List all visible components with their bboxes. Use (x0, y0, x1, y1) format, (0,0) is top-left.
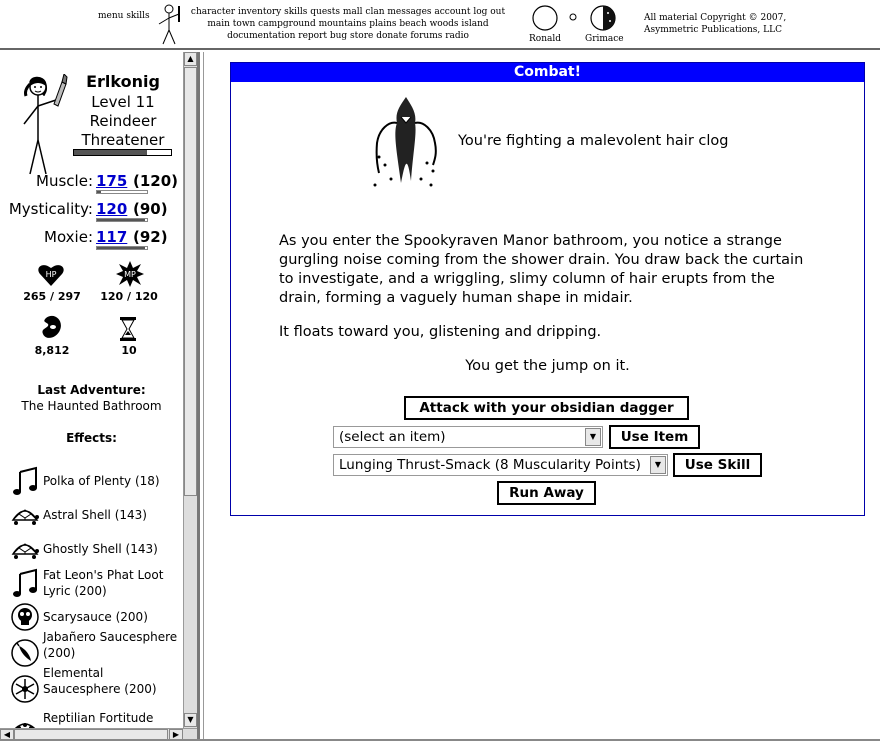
attack-button[interactable]: Attack with your obsidian dagger (404, 396, 689, 420)
meat-icon (40, 314, 64, 342)
effect-name: Polka of Plenty (18) (43, 474, 160, 488)
scroll-down-arrow-icon[interactable]: ▼ (184, 713, 197, 727)
character-class-line-1: Reindeer (89, 112, 157, 130)
main-pane (203, 52, 880, 741)
stat-moxie-bar (96, 246, 148, 250)
stat-muscle-bar-fill (97, 191, 101, 193)
stat-moxie-label: Moxie: (44, 228, 93, 246)
chevron-down-icon[interactable]: ▼ (650, 456, 666, 474)
effect-name: Fat Leon's Phat Loot Lyric (200) (43, 568, 164, 598)
stat-mysticality-value[interactable]: 120 (96, 200, 128, 218)
mp-value: 120 / 120 (100, 290, 158, 303)
stat-mysticality-bar (96, 218, 148, 222)
stat-mysticality-base: (90) (133, 200, 168, 218)
effect-name: Scarysauce (200) (43, 610, 148, 624)
last-adventure-link[interactable]: The Haunted Bathroom (21, 399, 162, 413)
copyright-line-1: All material Copyright © 2007, (644, 13, 787, 23)
hp-value: 265 / 297 (23, 290, 81, 303)
effect-item[interactable] (8, 464, 183, 498)
hp-icon-label: HP (45, 270, 57, 279)
character-class-line-2: Threatener (81, 131, 165, 149)
last-adventure-title: Last Adventure: (37, 383, 146, 397)
effect-item[interactable] (8, 566, 183, 600)
chevron-down-icon[interactable]: ▼ (585, 428, 601, 446)
use-item-button[interactable]: Use Item (609, 425, 700, 449)
scroll-up-arrow-icon[interactable]: ▲ (184, 52, 197, 66)
stat-moxie-bar-fill (97, 247, 145, 249)
stat-moxie-value[interactable]: 117 (96, 228, 128, 246)
effect-item[interactable] (8, 532, 183, 566)
effect-item[interactable] (8, 666, 183, 706)
turtle-shell-icon (10, 534, 40, 564)
menu-skills-links[interactable]: menu skills (98, 11, 150, 21)
character-pane (0, 52, 200, 741)
stat-mysticality-bar-fill (97, 219, 145, 221)
run-away-button[interactable]: Run Away (497, 481, 596, 505)
mp-icon-label: MP (124, 270, 136, 279)
music-note-icon (10, 568, 40, 598)
pepper-sphere-icon (10, 638, 40, 668)
adventures-value: 10 (121, 344, 137, 357)
character-name[interactable]: Erlkonig (86, 72, 160, 91)
skill-select[interactable] (333, 454, 668, 476)
effect-name: Elemental Saucesphere (200) (43, 666, 157, 696)
combat-intro-text: As you enter the Spookyraven Manor bathroom, you notice a strange gurgling noise coming from the shower drain. You draw back the curtain to investigate, and a wriggling, slimy column of hair erupts from the drain, forming a vaguely human shape in midair. (279, 233, 804, 306)
music-note-icon (10, 466, 40, 496)
stick-figure-icon (155, 2, 185, 46)
ronald-label: Ronald (529, 34, 561, 44)
effect-item[interactable] (8, 709, 183, 728)
combat-header: Combat! (231, 63, 864, 82)
character-pane-vertical-scrollbar[interactable] (183, 52, 197, 728)
stat-muscle-base: (120) (133, 172, 179, 190)
menu-line-1[interactable]: character inventory skills quests mall clan messages account log out (190, 7, 506, 17)
use-skill-button[interactable]: Use Skill (673, 453, 762, 477)
item-select-value: (select an item) (339, 429, 446, 445)
turtle-shell-icon (10, 500, 40, 530)
hair-clog-monster-icon (371, 93, 441, 189)
copyright (644, 12, 786, 36)
skill-select-value: Lunging Thrust-Smack (8 Muscularity Points) (339, 457, 641, 473)
monster-name-line: You're fighting a malevolent hair clog (458, 133, 729, 149)
scroll-left-arrow-icon[interactable]: ◀ (0, 729, 14, 741)
combat-float-text: It floats toward you, glistening and dripping. (279, 324, 602, 340)
item-select[interactable] (333, 426, 603, 448)
copyright-line-2: Asymmetric Publications, LLC (644, 25, 782, 35)
effect-name: Reptilian Fortitude (43, 711, 154, 725)
lizard-icon (10, 711, 40, 728)
stat-muscle-label: Muscle: (36, 172, 93, 190)
hourglass-icon (118, 316, 138, 342)
effect-item[interactable] (8, 498, 183, 532)
effect-name: Jabañero Saucesphere (200) (43, 630, 178, 660)
stat-mysticality-label: Mysticality: (8, 200, 93, 218)
stat-moxie-base: (92) (133, 228, 168, 246)
skull-sauce-icon (10, 602, 40, 632)
hamburglar-moon-icon (569, 13, 577, 21)
snowflake-sphere-icon (10, 674, 40, 704)
character-avatar-icon[interactable] (18, 74, 70, 184)
stat-muscle-bar (96, 190, 148, 194)
effect-name: Ghostly Shell (143) (43, 542, 158, 556)
meat-value: 8,812 (34, 344, 70, 357)
hp-heart-icon (37, 262, 65, 288)
grimace-label: Grimace (585, 34, 624, 44)
combat-jump-text: You get the jump on it. (465, 358, 630, 374)
level-progress-fill (74, 150, 147, 155)
scroll-right-arrow-icon[interactable]: ▶ (169, 729, 183, 741)
level-progress-bar (73, 149, 172, 156)
top-menu-pane (0, 0, 880, 50)
mp-burst-icon (115, 260, 145, 288)
grimace-moon-icon (589, 4, 617, 32)
stat-muscle-value[interactable]: 175 (96, 172, 128, 190)
menu-line-2[interactable]: main town campground mountains plains beach woods island (207, 19, 489, 29)
character-level: Level 11 (91, 93, 155, 111)
menu-line-3[interactable]: documentation report bug store donate forums radio (227, 31, 469, 41)
top-menu-links[interactable] (188, 6, 508, 42)
vertical-scroll-thumb[interactable] (184, 67, 197, 496)
effects-title: Effects: (66, 431, 117, 445)
combat-box (230, 62, 865, 516)
ronald-moon-icon (531, 4, 559, 32)
character-pane-content (0, 52, 183, 728)
effect-name: Astral Shell (143) (43, 508, 147, 522)
